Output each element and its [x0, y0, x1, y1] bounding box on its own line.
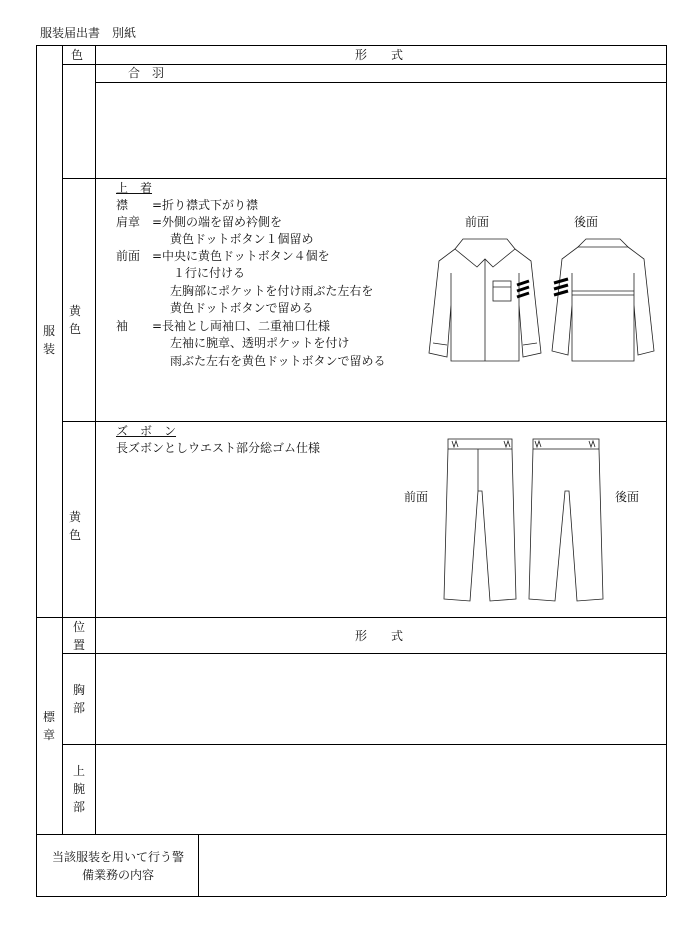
- jacket-line: 黄色ドットボタンで留める: [170, 301, 314, 315]
- jacket-line: 黄色ドットボタン１個留め: [170, 232, 314, 246]
- jacket-back-label: 後面: [574, 215, 599, 229]
- jacket-color-label: 黄 色: [68, 304, 81, 336]
- jacket-line: １行に付ける: [173, 266, 246, 280]
- jacket-line: 左袖に腕章、透明ポケットを付け: [170, 336, 350, 350]
- document-title: 服装届出書 別紙: [40, 26, 137, 40]
- jacket-line: 肩章 =外側の端を留め衿側を: [116, 215, 283, 229]
- pants-back-illustration: [527, 435, 607, 605]
- clothing-side-label: 服 装: [42, 324, 55, 356]
- color-column-header: 色: [71, 48, 84, 62]
- jacket-heading: 上 着: [116, 181, 153, 195]
- jacket-back-illustration: [548, 233, 658, 368]
- pants-description: 長ズボンとしウエスト部分総ゴム仕様: [116, 441, 321, 455]
- badge-form-header: 形 式: [355, 629, 404, 643]
- raincoat-label: 合 羽: [128, 66, 165, 80]
- badge-chest-label: 胸 部: [72, 683, 85, 715]
- badge-side-label: 標 章: [42, 710, 55, 742]
- jacket-line: 雨ぶた左右を黄色ドットボタンで留める: [170, 354, 386, 368]
- jacket-line: 左胸部にポケットを付け雨ぶた左右を: [170, 284, 374, 298]
- badge-position-header: 位 置: [72, 620, 85, 652]
- pants-front-illustration: [440, 435, 520, 605]
- duty-label: 当該服装を用いて行う警 備業務の内容: [51, 850, 184, 882]
- jacket-front-label: 前面: [465, 215, 490, 229]
- duty-content-field[interactable]: [200, 836, 664, 894]
- jacket-line: 襟 =折り襟式下がり襟: [116, 198, 259, 212]
- pants-back-label: 後面: [615, 490, 640, 504]
- jacket-line: 袖 =長袖とし両袖口、二重袖口仕様: [116, 319, 331, 333]
- jacket-front-illustration: [425, 233, 545, 368]
- pants-heading: ズ ボ ン: [116, 424, 177, 438]
- badge-upper-arm-label: 上 腕 部: [72, 764, 85, 814]
- pants-front-label: 前面: [404, 490, 429, 504]
- jacket-line: 前面 =中央に黄色ドットボタン４個を: [116, 249, 330, 263]
- form-column-header: 形 式: [355, 48, 404, 62]
- pants-color-label: 黄 色: [68, 510, 81, 542]
